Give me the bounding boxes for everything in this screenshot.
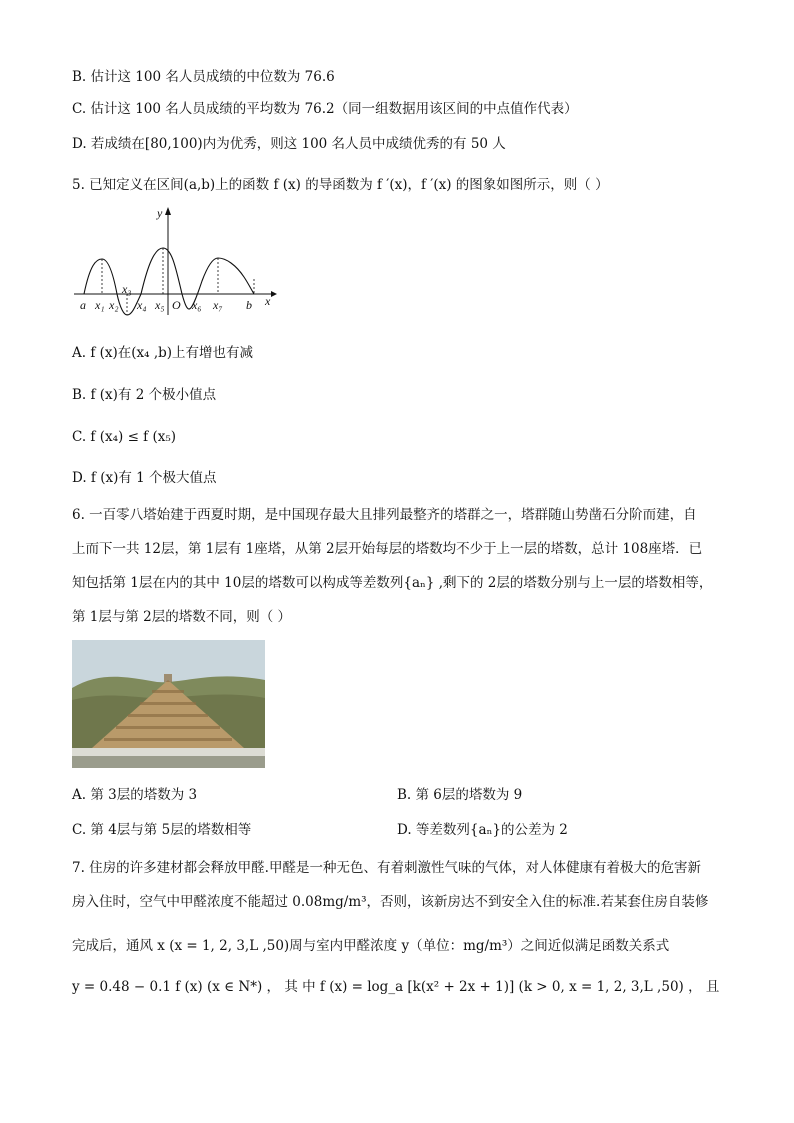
label-y: y [157, 206, 163, 220]
label-x4: x₄ [137, 298, 147, 312]
q6-option-c: C. 第 4层与第 5层的塔数相等 [72, 822, 252, 838]
label-x6: x₆ [192, 298, 202, 312]
label-x5: x₅ [155, 298, 165, 312]
q5-option-b: B. f (x)有 2 个极小值点 [72, 387, 217, 403]
label-x: x [265, 294, 271, 308]
q5-option-a: A. f (x)在(x₄ ,b)上有增也有减 [72, 345, 254, 361]
question-7-line-1: 7. 住房的许多建材都会释放甲醛.甲醛是一种无色、有着刺激性气味的气体，对人体健康有着极大的危害新 [72, 860, 701, 876]
question-5-stem: 5. 已知定义在区间(a,b)上的函数 f (x) 的导函数为 f ′(x)，f ′(x) 的图象如图所示，则（ ） [72, 177, 609, 193]
pagoda-photo [72, 640, 265, 768]
derivative-graph [68, 203, 278, 319]
label-o: O [172, 298, 181, 312]
label-a: a [80, 298, 86, 312]
x-axis-arrow [271, 291, 277, 297]
option-d: D. 若成绩在[80,100)内为优秀，则这 100 名人员中成绩优秀的有 50 人 [72, 136, 506, 152]
q6-option-a: A. 第 3层的塔数为 3 [72, 787, 198, 803]
label-x2: x₂ [109, 298, 119, 312]
label-b: b [246, 298, 252, 312]
label-x7: x₇ [213, 298, 223, 312]
q5-option-c: C. f (x₄) ≤ f (x₅) [72, 429, 177, 445]
q5-option-d: D. f (x)有 1 个极大值点 [72, 470, 217, 486]
question-6-line-2: 上而下一共 12层，第 1层有 1座塔，从第 2层开始每层的塔数均不少于上一层的塔数，总计 108座塔．已 [72, 541, 703, 557]
question-7-line-4: y = 0.48 − 0.1 f (x) (x ∈ N*) ， 其 中 f (x) = log_a [k(x² + 2x + 1)] (k > 0, x = 1, 2, 3,L ,50) ， 且 [72, 979, 720, 995]
label-x3: x₃ [122, 282, 132, 296]
q6-option-b: B. 第 6层的塔数为 9 [397, 787, 523, 803]
question-6-line-3: 知包括第 1层在内的其中 10层的塔数可以构成等差数列{aₙ} ,剩下的 2层的塔数分别与上一层的塔数相等， [72, 575, 713, 591]
question-6-line-4: 第 1层与第 2层的塔数不同，则（ ） [72, 609, 292, 625]
label-x1: x₁ [95, 298, 105, 312]
y-axis-arrow [165, 207, 171, 215]
option-b: B. 估计这 100 名人员成绩的中位数为 76.6 [72, 69, 335, 85]
q6-option-d: D. 等差数列{aₙ}的公差为 2 [397, 822, 568, 838]
option-c: C. 估计这 100 名人员成绩的平均数为 76.2（同一组数据用该区间的中点值作代表） [72, 101, 578, 117]
question-6-line-1: 6. 一百零八塔始建于西夏时期，是中国现存最大且排列最整齐的塔群之一，塔群随山势凿石分阶而建，自 [72, 507, 697, 523]
question-7-line-3: 完成后，通风 x (x = 1, 2, 3,L ,50)周与室内甲醛浓度 y（单位：mg/m³）之间近似满足函数关系式 [72, 938, 670, 954]
question-7-line-2: 房入住时，空气中甲醛浓度不能超过 0.08mg/m³，否则，该新房达不到安全入住的标准.若某套住房自装修 [72, 894, 709, 910]
